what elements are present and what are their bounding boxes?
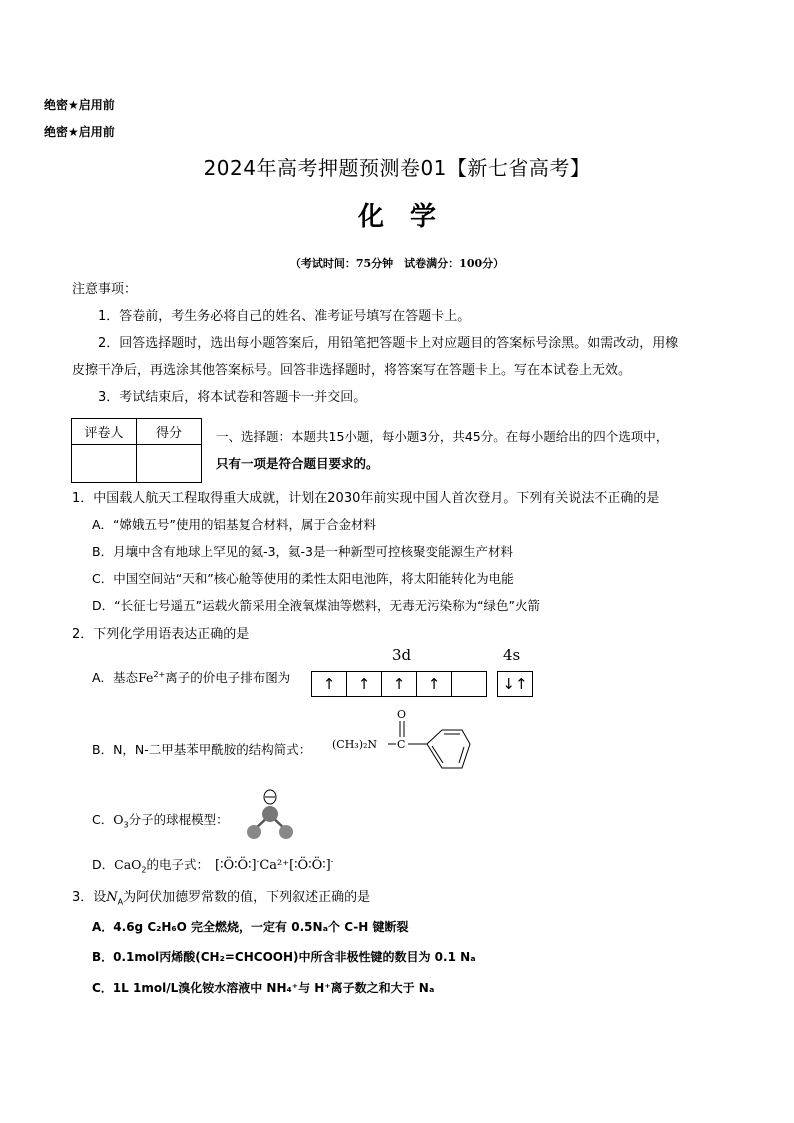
orbital-box-4s (497, 671, 533, 697)
q2-d-suffix: 的电子式： (146, 857, 210, 872)
carbonyl-carbon: C (397, 738, 406, 751)
q2-c-sub: 3 (123, 820, 129, 830)
dimethylamino-group: (CH₃)₂N (332, 738, 378, 751)
q2-option-a (92, 668, 290, 686)
notice-heading: 注意事项： (72, 282, 138, 297)
left-oxygen-atom (247, 825, 261, 839)
subject-title: 化学 (357, 202, 462, 232)
carbonyl-oxygen: O (397, 708, 407, 721)
q3-stem-prefix: 3．设 (72, 890, 107, 905)
secret-label-1: 绝密★启用前 (44, 98, 115, 112)
section1-line2: 只有一项是符合题目要求的。 (216, 456, 379, 471)
notice-item-2a: 2．回答选择题时，选出每小题答案后，用铅笔把答题卡上对应题目的答案标号涂黑。如需改动，用橡 (98, 336, 679, 351)
cao2-electron-formula: [∶Ö∶Ö∶]-Ca²⁺[∶Ö∶Ö∶]- (215, 856, 334, 873)
score-table-score-cell[interactable] (137, 445, 202, 483)
orbital-3d-5 (452, 671, 487, 697)
notice-item-2b: 皮擦干净后，再选涂其他答案标号。回答非选择题时，将答案写在答题卡上。写在本试卷上无效。 (72, 363, 632, 378)
q2-d-sub: 2 (141, 865, 147, 875)
q3-option-c: C．1L 1mol/L溴化铵水溶液中 NH₄⁺与 H⁺离子数之和大于 Nₐ (92, 981, 435, 995)
q2-option-b: B．N，N-二甲基苯甲酰胺的结构简式： (92, 742, 312, 757)
peroxide-left: [∶Ö∶Ö∶] (215, 858, 257, 873)
right-oxygen-atom (279, 825, 293, 839)
q3-stem-na: N (106, 890, 118, 905)
q3-stem (72, 886, 370, 907)
q1-stem: 1．中国载人航天工程取得重大成就，计划在2030年前实现中国人首次登月。下列有关说法不正确的是 (72, 491, 660, 506)
q2-a-charge: 2+ (153, 669, 166, 679)
orbital-3d-3: ↑ (382, 671, 417, 697)
q1-option-d: D．“长征七号遥五”运载火箭采用全液氧煤油等燃料，无毒无污染称为“绿色”火箭 (92, 598, 541, 613)
q2-d-prefix: D． (92, 857, 115, 872)
calcium-cation: Ca²⁺ (259, 858, 290, 873)
secret-label-2: 绝密★启用前 (44, 125, 115, 139)
q1-option-b: B．月壤中含有地球上罕见的氦-3，氦-3是一种新型可控核聚变能源生产材料 (92, 544, 514, 559)
exam-info: （考试时间：75分钟 试卷满分：100分） (289, 257, 505, 270)
benzamide-structure (330, 706, 480, 782)
orbital-3d-4: ↑ (417, 671, 452, 697)
q2-c-prefix: C． (92, 812, 114, 827)
q2-option-d (92, 855, 333, 875)
section1-line1: 一、选择题：本题共15小题，每小题3分，共45分。在每小题给出的四个选项中， (216, 429, 669, 444)
q2-a-prefix: A．基态 (92, 670, 139, 685)
orbital-box-3d (311, 671, 487, 697)
orbital-3d-2: ↑ (347, 671, 382, 697)
q3-option-a: A．4.6g C₂H₆O 完全燃烧，一定有 0.5Nₐ个 C-H 键断裂 (92, 920, 409, 934)
score-table-grader-cell[interactable] (72, 445, 137, 483)
orbital-4s-1: ↓↑ (497, 671, 533, 697)
peroxide-right: [∶Ö∶Ö∶] (289, 858, 331, 873)
ring-double-bond-2 (459, 747, 464, 763)
score-table-score-header: 得分 (137, 419, 202, 445)
ozone-ball-stick-model (240, 788, 302, 844)
q2-c-suffix: 分子的球棍模型： (128, 812, 229, 827)
score-table (71, 418, 202, 483)
paper-title: 2024年高考押题预测卷01【新七省高考】 (203, 156, 591, 180)
q1-option-a: A．“嫦娥五号”使用的铝基复合材料，属于合金材料 (92, 517, 377, 532)
orbital-label-4s: 4s (503, 646, 521, 664)
central-oxygen-atom (262, 806, 278, 822)
q2-d-formula: CaO (114, 857, 142, 872)
q2-a-ion: Fe (138, 670, 154, 685)
orbital-label-3d: 3d (392, 646, 412, 664)
q3-stem-suffix: 为阿伏加德罗常数的值，下列叙述正确的是 (123, 890, 371, 905)
q3-stem-na-sub: A (117, 897, 124, 907)
notice-item-3: 3．考试结束后，将本试卷和答题卡一并交回。 (98, 390, 367, 405)
score-table-grader-header: 评卷人 (72, 419, 137, 445)
q1-option-c: C．中国空间站“天和”核心舱等使用的柔性太阳电池阵，将太阳能转化为电能 (92, 571, 514, 586)
notice-item-1: 1．答卷前，考生务必将自己的姓名、准考证号填写在答题卡上。 (98, 309, 471, 324)
q3-option-b: B．0.1mol丙烯酸(CH₂=CHCOOH)中所含非极性键的数目为 0.1 Nₐ (92, 950, 476, 964)
q2-stem: 2．下列化学用语表达正确的是 (72, 627, 250, 642)
q2-option-c (92, 810, 229, 830)
q2-c-formula: O (113, 812, 124, 827)
orbital-3d-1: ↑ (311, 671, 347, 697)
q2-a-suffix: 离子的价电子排布图为 (165, 670, 291, 685)
